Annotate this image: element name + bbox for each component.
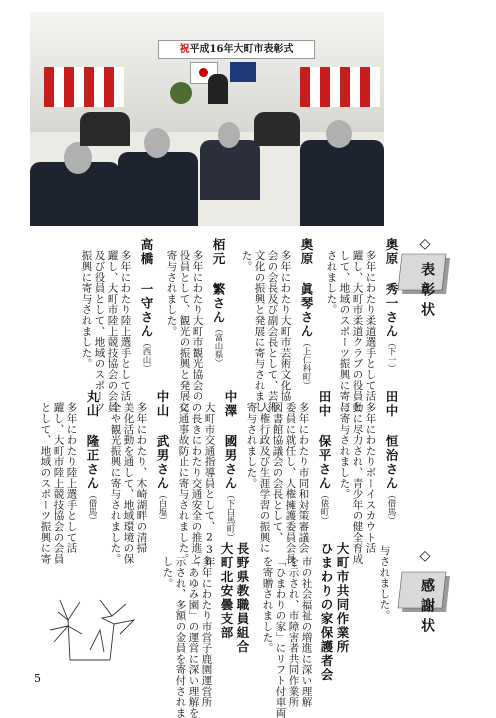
awardee-text: 大町市交通指導員として、23年	[203, 402, 216, 567]
audience-row	[80, 112, 130, 146]
awardee-text: 多年にわたり柔道選手として活	[364, 250, 377, 402]
awardee-name: 丸山 隆正さん（借馬）	[85, 390, 100, 525]
awardee-text: 多年にわたりボーイスカウト活	[364, 402, 377, 554]
awardee-text: 多年にわたり大町市芸術文化協	[279, 250, 292, 402]
thanks-text: 「ひまわりの家」にリフト付車両	[274, 556, 287, 718]
awardee-text: の長きにわたり交通安全の推進と	[190, 402, 203, 564]
awardee-text: 交通事故防止に寄与されました。	[177, 402, 190, 564]
awardee-text: して、地域のスポーツ振興に寄与	[338, 250, 351, 412]
awardee-text: 振興に寄与されました。	[80, 250, 93, 369]
awardee-name: 高橋 一守さん（西山）	[139, 238, 154, 373]
audience-head	[144, 128, 170, 158]
awardee-text: 躍し、大町市柔道クラブの役員と	[351, 250, 364, 412]
thanks-text: 示され、多額の金員を寄付されま	[174, 556, 187, 718]
awardee-text: に寄与されました。	[338, 402, 351, 500]
awardee-text: 寄与されました。	[245, 402, 258, 489]
curtain-left	[44, 67, 124, 107]
city-flag	[230, 62, 256, 82]
thanks-text: 「あゆみ園」の運営に深い理解を	[187, 556, 200, 718]
flower-illustration	[40, 590, 150, 670]
awardee-name: 田中 恒治さん（借馬）	[384, 390, 399, 525]
awardee-name: 中澤 國男さん（下白馬町）	[223, 390, 238, 542]
ceremony-photo	[30, 12, 384, 226]
thanks-name: 大町市共同作業所	[335, 542, 350, 654]
audience-back-right	[300, 140, 384, 226]
thanks-text: 市の社会福祉の増進に深い理解	[300, 556, 313, 708]
awardee-name: 田中 保平さん（俵町）	[317, 390, 332, 525]
section-hyosho-title: 表彰状	[419, 262, 435, 322]
section-kansha-title: 感謝状	[419, 578, 435, 638]
plant	[170, 82, 192, 104]
awardee-text: 全や観光振興に寄与されました。	[109, 402, 122, 564]
awardee-text: 多年にわたり、木崎湖畔の清掃	[135, 402, 148, 554]
awardee-name: 中山 武男さん（白塩）	[155, 390, 170, 525]
thanks-text: を寄贈されました。	[261, 556, 274, 654]
audience-row	[254, 112, 300, 146]
speaker-figure	[208, 74, 228, 104]
section-hyosho-marker: ◇	[417, 236, 433, 253]
page-number: 5	[34, 672, 41, 685]
banner-text: 平成16年大町市表彰式	[189, 44, 294, 55]
thanks-text: を示され、市障害者共同作業所	[287, 556, 300, 708]
awardee-text: 役員として、観光の振興と発展に	[178, 250, 191, 412]
audience-head	[64, 142, 92, 174]
awardee-text: 躍し、大町市陸上競技協会の会員	[106, 250, 119, 412]
audience-head	[326, 120, 352, 148]
awardee-text: されました。	[325, 250, 338, 315]
thanks-name: 長野県教職員組合	[235, 542, 250, 654]
awardee-text: 美化活動を通して、地域環境の保	[122, 402, 135, 564]
awardee-name: 栢元 繁さん（富山県）	[211, 238, 226, 367]
awardee-name: 奥原 眞琴さん（上仁科町）	[299, 238, 314, 390]
awardee-text: 多年にわたり市同和対策審議会	[297, 402, 310, 554]
awardee-name: 奥原 秀一さん（下一）	[384, 238, 399, 373]
awardee-text: 躍し、大町市陸上競技協会の会員	[52, 402, 65, 564]
awardee-text: た。	[240, 250, 253, 272]
thanks-text: 多年にわたり市営子鹿園運営所	[200, 556, 213, 708]
thanks-name2: ひまわりの家保護者会	[319, 542, 334, 682]
awardee-text: 図書館協議会の会長として、	[271, 402, 284, 543]
awardee-text: 文化の振興と発展に寄与されまし	[253, 250, 266, 412]
awardee-text: 多年にわたり大町市観光協会の	[191, 250, 204, 402]
section-kansha-marker: ◇	[417, 548, 433, 565]
awardee-text: 多年にわたり陸上選手として活	[65, 402, 78, 554]
awardee-text: 動に尽力され、青少年の健全育成	[351, 402, 364, 564]
awardee-text: 寄与されました。	[165, 250, 178, 337]
awardee-text: 人権行政及び生涯学習の振興に	[258, 402, 271, 554]
audience-back	[118, 152, 198, 226]
continued-text: 与されました。	[378, 545, 391, 621]
thanks-name2: 大町北安曇支部	[219, 542, 234, 640]
thanks-text: した。	[161, 556, 174, 589]
awardee-text: 委員に就任し、人権擁護委員会長、	[284, 402, 297, 575]
banner-mark: 祝	[179, 44, 190, 55]
awardee-text: 多年にわたり陸上選手として活	[119, 250, 132, 402]
awardee-text: 会の会長及び副会長として、芸術	[266, 250, 279, 412]
audience-back	[200, 140, 260, 200]
awardee-text: として、地域のスポーツ振興に寄	[39, 402, 52, 564]
audience-head	[218, 122, 240, 148]
awardee-text: 及び役員として、地域のスポーツ	[93, 250, 106, 412]
curtain-right	[300, 67, 380, 107]
ceremony-banner	[158, 40, 315, 59]
